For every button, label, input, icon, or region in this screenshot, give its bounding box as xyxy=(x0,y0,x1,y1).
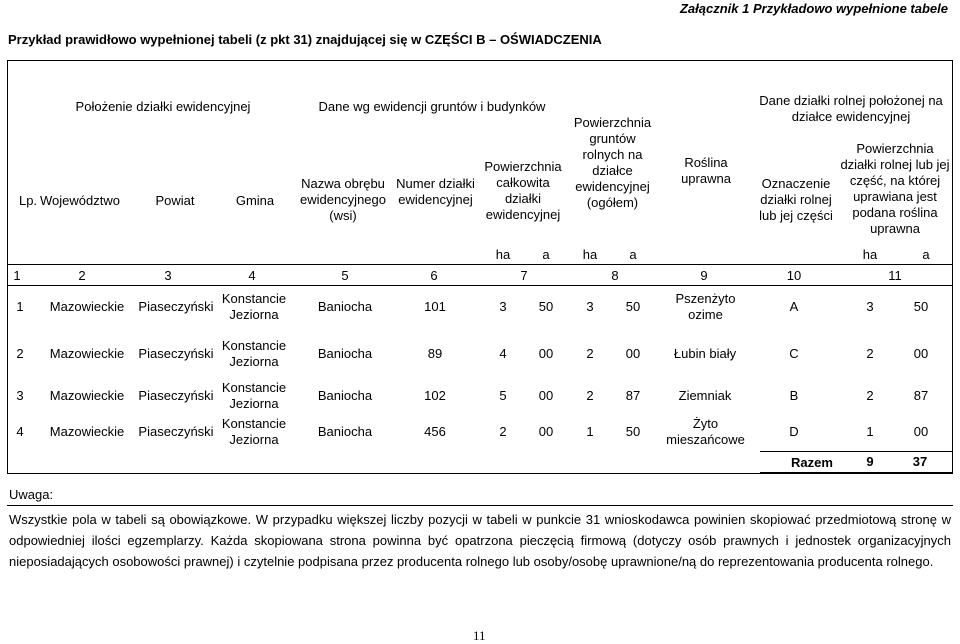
cell-ha: 2 xyxy=(586,388,594,403)
cell-a: 00 xyxy=(913,424,929,439)
cell-roslina: Ziemniak xyxy=(678,388,732,403)
cell-roslina: Pszenżyto ozime xyxy=(675,291,736,322)
divider xyxy=(8,264,952,265)
col-number: 1 xyxy=(13,268,21,283)
cell-ha: 2 xyxy=(866,388,874,403)
col-number: 3 xyxy=(164,268,172,283)
cell-powiat: Piaseczyński xyxy=(138,388,214,403)
header-numer: Numer działki ewidencyjnej xyxy=(396,176,475,207)
unit-a: a xyxy=(922,247,930,262)
cell-wojewodztwo: Mazowieckie xyxy=(49,424,125,439)
cell-wojewodztwo: Mazowieckie xyxy=(49,346,125,361)
cell-obreb: Baniocha xyxy=(317,299,373,314)
cell-a: 50 xyxy=(538,299,554,314)
cell-obreb: Baniocha xyxy=(317,424,373,439)
divider xyxy=(7,505,953,506)
cell-lp: 2 xyxy=(16,346,24,361)
cell-ha: 1 xyxy=(586,424,594,439)
cell-a: 50 xyxy=(913,299,929,314)
cell-ha: 3 xyxy=(586,299,594,314)
header-registry-group: Dane wg ewidencji gruntów i budynków xyxy=(318,99,546,114)
divider xyxy=(8,285,952,286)
header-pow-rolna: Powierzchnia gruntów rolnych na działce ewidencyjnej (ogółem) xyxy=(573,115,652,210)
header-lp: Lp. xyxy=(18,193,38,208)
col-number: 10 xyxy=(786,268,802,283)
cell-ha: 2 xyxy=(586,346,594,361)
header-oznaczenie: Oznaczenie działki rolnej lub jej części xyxy=(759,176,833,223)
total-ha: 9 xyxy=(866,454,874,469)
cell-ha: 1 xyxy=(866,424,874,439)
cell-a: 00 xyxy=(538,424,554,439)
cell-obreb: Baniocha xyxy=(317,388,373,403)
cell-roslina: Łubin biały xyxy=(673,346,737,361)
note-section xyxy=(7,485,953,579)
cell-gmina: Konstancie Jeziorna xyxy=(221,291,287,322)
cell-a: 00 xyxy=(538,346,554,361)
cell-a: 50 xyxy=(625,299,641,314)
cell-ha: 3 xyxy=(499,299,507,314)
cell-oznaczenie: D xyxy=(789,424,799,439)
cell-wojewodztwo: Mazowieckie xyxy=(49,299,125,314)
cell-numer: 89 xyxy=(427,346,443,361)
page-number: 11 xyxy=(473,628,486,643)
cell-lp: 1 xyxy=(16,299,24,314)
cell-oznaczenie: A xyxy=(789,299,799,314)
document-title: Przykład prawidłowo wypełnionej tabeli (z pkt 31) znajdującej się w CZĘŚCI B – OŚWIADCZENIA xyxy=(8,32,602,47)
cell-lp: 4 xyxy=(16,424,24,439)
cell-a: 00 xyxy=(625,346,641,361)
cell-obreb: Baniocha xyxy=(317,346,373,361)
cell-wojewodztwo: Mazowieckie xyxy=(49,388,125,403)
header-pow-calkowita: Powierzchnia całkowita działki ewidencyjnej xyxy=(484,159,562,222)
cell-ha: 2 xyxy=(866,346,874,361)
total-label: Razem xyxy=(791,455,833,470)
cell-gmina: Konstancie Jeziorna xyxy=(221,416,287,447)
header-pow-dzialki: Powierzchnia działki rolnej lub jej część, na której uprawiana jest podana roślina uprawna xyxy=(840,141,950,236)
header-roslina: Roślina uprawna xyxy=(681,155,731,186)
header-gmina: Gmina xyxy=(235,193,275,208)
col-number: 6 xyxy=(430,268,438,283)
note-text: Wszystkie pola w tabeli są obowiązkowe. W przypadku większej liczby pozycji w tabeli w punkcie 31 wnioskodawca powinien skopiować przedmiotową stronę w odpowiedniej ilości egzemplarzy. Każda skopiowana strona powinna być opatrzona pieczęcią firmową (dotyczy osób prawnych i jednostek organizacyjnych nieposiadających osobowości prawnej) i czytelnie podpisana przez producenta rolnego lub osoby/osobę uprawnione/ną do reprezentowania producenta rolnego. xyxy=(9,512,951,569)
cell-lp: 3 xyxy=(16,388,24,403)
total-a: 37 xyxy=(912,454,928,469)
divider xyxy=(760,472,952,473)
header-location-group: Położenie działki ewidencyjnej xyxy=(75,99,251,114)
header-wojewodztwo: Województwo xyxy=(40,193,120,208)
cell-numer: 102 xyxy=(424,388,446,403)
col-number: 8 xyxy=(611,268,619,283)
cell-a: 00 xyxy=(538,388,554,403)
col-number: 4 xyxy=(248,268,256,283)
cell-powiat: Piaseczyński xyxy=(138,346,214,361)
col-number: 2 xyxy=(78,268,86,283)
unit-ha: ha xyxy=(582,247,598,262)
col-number: 5 xyxy=(341,268,349,283)
unit-a: a xyxy=(542,247,550,262)
cell-ha: 2 xyxy=(499,424,507,439)
cell-a: 00 xyxy=(913,346,929,361)
cell-ha: 4 xyxy=(499,346,507,361)
cell-a: 87 xyxy=(625,388,641,403)
unit-a: a xyxy=(629,247,637,262)
col-number: 7 xyxy=(520,268,528,283)
divider xyxy=(760,451,952,452)
declaration-table xyxy=(7,60,953,474)
cell-roslina: Żyto mieszańcowe xyxy=(666,416,745,447)
cell-gmina: Konstancie Jeziorna xyxy=(221,338,287,369)
cell-numer: 456 xyxy=(424,424,446,439)
unit-ha: ha xyxy=(862,247,878,262)
cell-a: 50 xyxy=(625,424,641,439)
cell-powiat: Piaseczyński xyxy=(138,299,214,314)
cell-gmina: Konstancie Jeziorna xyxy=(221,380,287,411)
unit-ha: ha xyxy=(495,247,511,262)
cell-oznaczenie: C xyxy=(789,346,799,361)
col-number: 11 xyxy=(888,268,902,283)
header-obreb: Nazwa obrębu ewidencyjnego (wsi) xyxy=(299,176,386,223)
col-number: 9 xyxy=(700,268,708,283)
note-heading: Uwaga: xyxy=(9,487,54,502)
cell-oznaczenie: B xyxy=(789,388,799,403)
cell-ha: 3 xyxy=(866,299,874,314)
annex-label: Załącznik 1 Przykładowo wypełnione tabele xyxy=(679,1,948,16)
header-plot-group: Dane działki rolnej położonej na działce ewidencyjnej xyxy=(759,93,943,124)
cell-ha: 5 xyxy=(499,388,507,403)
cell-a: 87 xyxy=(913,388,929,403)
cell-numer: 101 xyxy=(424,299,446,314)
cell-powiat: Piaseczyński xyxy=(138,424,214,439)
header-powiat: Powiat xyxy=(155,193,195,208)
